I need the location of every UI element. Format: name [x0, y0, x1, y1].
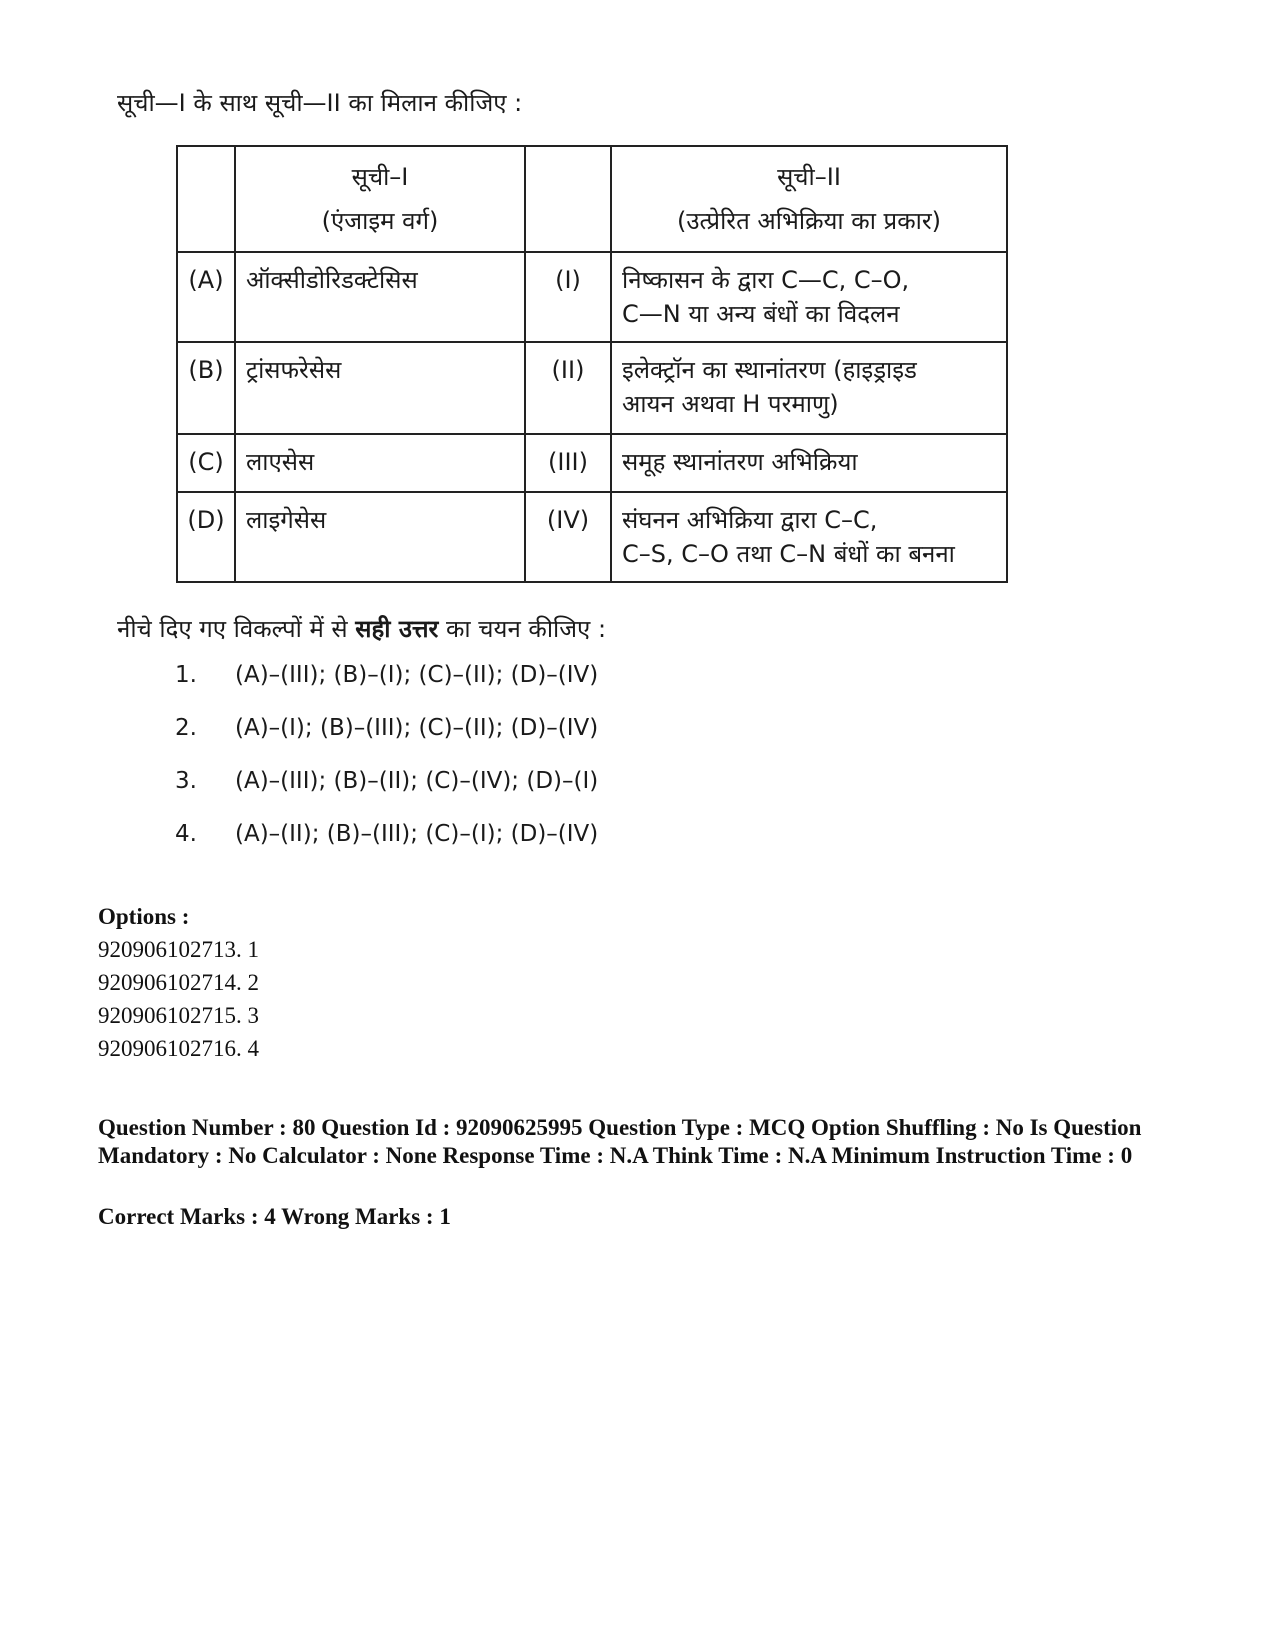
prompt-emphasis: सही उत्तर [355, 615, 439, 643]
choice-number: 4. [175, 821, 197, 847]
row-letter: (A) [177, 252, 235, 342]
matching-table [176, 145, 1008, 583]
row-desc-line: आयन अथवा H परमाणु) [622, 390, 839, 418]
list2-header [611, 146, 1007, 252]
row-roman: (IV) [525, 492, 611, 582]
row-desc-line: इलेक्ट्रॉन का स्थानांतरण (हाइड्राइड [622, 356, 917, 384]
option-id: 920906102713. 1 [98, 937, 259, 962]
choice-text: (A)–(III); (B)–(II); (C)–(IV); (D)–(I) [235, 768, 599, 794]
choice-item [175, 821, 598, 874]
header-blank-cell [525, 146, 611, 252]
table-row [177, 252, 1007, 342]
row-item: ट्रांसफरेसेस [235, 342, 525, 434]
option-id: 920906102716. 4 [98, 1036, 259, 1061]
row-desc-line: समूह स्थानांतरण अभिक्रिया [622, 448, 858, 476]
answer-prompt [117, 612, 606, 645]
row-item: लाइगेसेस [235, 492, 525, 582]
list2-subtitle: (उत्प्रेरित अभिक्रिया का प्रकार) [676, 207, 942, 235]
choice-item [175, 768, 598, 821]
prompt-text: का चयन कीजिए : [438, 615, 607, 643]
table-row [177, 434, 1007, 492]
header-blank-cell [177, 146, 235, 252]
row-letter: (B) [177, 342, 235, 434]
choice-item [175, 662, 598, 715]
prompt-text: नीचे दिए गए विकल्पों में से [117, 615, 356, 643]
option-id: 920906102714. 2 [98, 970, 259, 995]
options-heading: Options : [98, 904, 190, 929]
list2-title: सूची–II [777, 163, 841, 191]
row-desc-line: C–S, C–O तथा C–N बंधों का बनना [622, 540, 955, 568]
row-item: लाएसेस [235, 434, 525, 492]
row-desc-line: संघनन अभिक्रिया द्वारा C–C, [622, 506, 878, 534]
list1-title: सूची–I [351, 163, 409, 191]
row-roman: (III) [525, 434, 611, 492]
row-letter: (C) [177, 434, 235, 492]
row-desc [611, 434, 1007, 492]
marks-line: Correct Marks : 4 Wrong Marks : 1 [98, 1204, 451, 1229]
choice-text: (A)–(III); (B)–(I); (C)–(II); (D)–(IV) [235, 662, 599, 688]
row-desc-line: निष्कासन के द्वारा C—C, C–O, [622, 266, 910, 294]
choice-item [175, 715, 598, 768]
table-row [177, 342, 1007, 434]
choice-text: (A)–(II); (B)–(III); (C)–(I); (D)–(IV) [235, 821, 599, 847]
row-item: ऑक्सीडोरिडक्टेसिस [235, 252, 525, 342]
row-roman: (II) [525, 342, 611, 434]
row-roman: (I) [525, 252, 611, 342]
table-row [177, 492, 1007, 582]
row-desc-line: C—N या अन्य बंधों का विदलन [622, 300, 900, 328]
list1-header [235, 146, 525, 252]
table-header-row [177, 146, 1007, 252]
row-desc [611, 342, 1007, 434]
choice-list [175, 662, 598, 874]
match-instruction: सूची—I के साथ सूची—II का मिलान कीजिए : [117, 89, 523, 117]
row-desc [611, 492, 1007, 582]
choice-number: 1. [175, 662, 197, 688]
choice-number: 2. [175, 715, 197, 741]
question-meta: Question Number : 80 Question Id : 92090625995 Question Type : MCQ Option Shuffling : No Is Question Mandatory : No Calculator : None Response Time : N.A Think Time : N.A Minimum Instruction Time : 0 [98, 1115, 1142, 1168]
row-desc [611, 252, 1007, 342]
options-block [98, 900, 259, 1065]
list1-subtitle: (एंजाइम वर्ग) [321, 207, 439, 235]
option-id: 920906102715. 3 [98, 1003, 259, 1028]
choice-text: (A)–(I); (B)–(III); (C)–(II); (D)–(IV) [235, 715, 599, 741]
choice-number: 3. [175, 768, 197, 794]
row-letter: (D) [177, 492, 235, 582]
